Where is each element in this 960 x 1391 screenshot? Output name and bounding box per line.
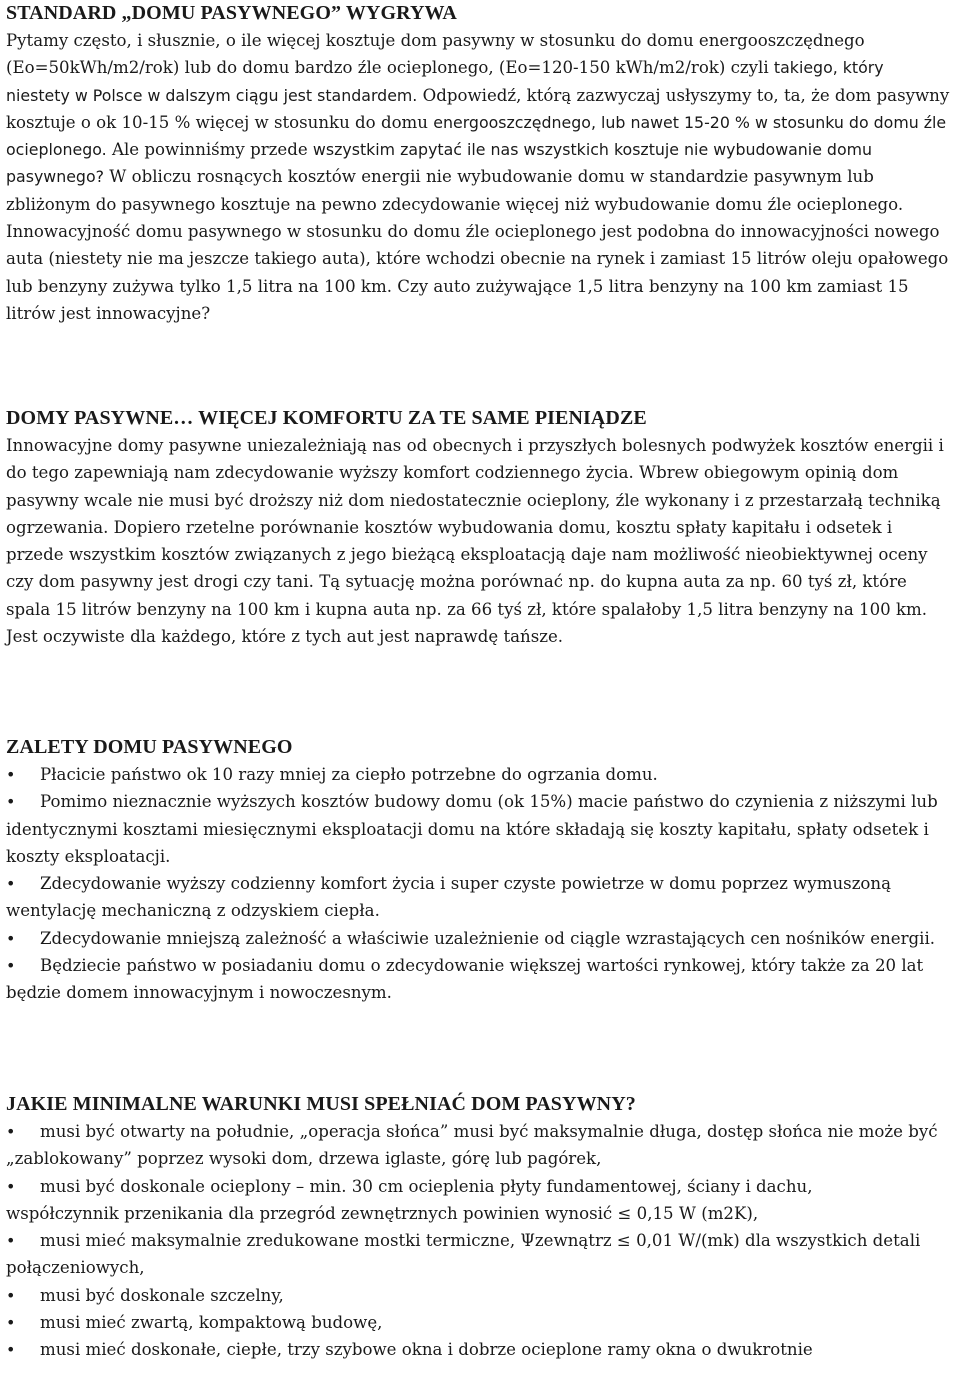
- list-item: [6, 1309, 952, 1336]
- list-item-text: Będziecie państwo w posiadaniu domu o zdecydowanie większej wartości rynkowej, który także za 20 lat będzie domem innowacyjnym i nowoczesnym.: [6, 956, 924, 1003]
- list-item-text: musi być doskonale ocieplony – min. 30 cm ocieplenia płyty fundamentowej, ściany i dachu, współczynnik przenikania dla przegród zewnętrznych powinien wynosić ≤ 0,15 W (m2K),: [6, 1176, 882, 1223]
- list-item-text: musi mieć zwartą, kompaktową budowę,: [40, 1313, 383, 1333]
- bullet-icon: •: [6, 1340, 16, 1360]
- text-run: energooszczędnego, lub nawet 15-20 % w stosunku do domu źle ocieplonego.: [6, 112, 947, 160]
- list-item: [6, 788, 952, 870]
- text-run: Ale powinniśmy przede: [106, 140, 313, 160]
- list-item-text: Zdecydowanie mniejszą zależność a właściwie uzależnienie od ciągle wzrastających cen nośników energii.: [40, 928, 936, 948]
- list-item-text: Płacicie państwo ok 10 razy mniej za ciepło potrzebne do ogrzania domu.: [40, 765, 658, 784]
- text-run: W obliczu rosnących kosztów energii nie wybudowanie domu w standardzie pasywnym lub zbliżonym do pasywnego kosztuje na pewno zdecydowanie więcej niż wybudowanie domu źle ocieplonego. Innowacyjność domu pasywnego w stosunku do domu źle ocieplonego jest podobna do innowacyjności nowego auta (niestety nie ma jeszcze takiego auta), które wchodzi obecnie na rynek i zamiast 15 litrów oleju opałowego lub benzyny zużywa tylko 1,5 litra na 100 km. Czy auto zużywające 1,5 litra benzyny na 100 km zamiast 15 litrów jest innowacyjne?: [6, 167, 949, 323]
- bullet-icon: •: [6, 874, 16, 894]
- section-title: ZALETY DOMU PASYWNEGO: [6, 736, 293, 758]
- list-item: [6, 1227, 952, 1282]
- list-item-text: Pomimo nieznacznie wyższych kosztów budowy domu (ok 15%) macie państwo do czynienia z niższymi lub identycznymi kosztami miesięcznymi eksploatacji domu na które składają się koszty kapitału, spłaty odsetek i koszty eksploatacji.: [6, 792, 938, 866]
- text-run: Pytamy często, i słusznie, o ile więcej kosztuje dom pasywny w stosunku do domu energooszczędnego (Eo=50kWh/m2/rok) lub do domu bardzo źle ocieplonego, (Eo=120-150 kWh/m2/rok) czyli: [6, 31, 865, 78]
- section-standard: [6, 0, 952, 327]
- bullet-icon: •: [6, 956, 16, 976]
- list-item-text: musi mieć maksymalnie zredukowane mostki termiczne, Ψzewnątrz ≤ 0,01 W/(mk) dla wszystkich detali połączeniowych,: [6, 1231, 921, 1278]
- list-item-text: Zdecydowanie wyższy codzienny komfort życia i super czyste powietrze w domu poprzez wymuszoną wentylację mechaniczną z odzyskiem ciepła.: [6, 874, 892, 921]
- list-item: [6, 761, 952, 788]
- section-title: JAKIE MINIMALNE WARUNKI MUSI SPEŁNIAĆ DOM PASYWNY?: [6, 1093, 636, 1115]
- bullet-icon: •: [6, 765, 16, 784]
- bullet-icon: •: [6, 928, 16, 948]
- list-item: [6, 925, 952, 952]
- list-item: [6, 1173, 952, 1228]
- bullet-icon: •: [6, 1313, 16, 1333]
- list-item-text: musi mieć doskonałe, ciepłe, trzy szybowe okna i dobrze ocieplone ramy okna o dwukrotnie: [40, 1340, 813, 1360]
- section-warunki: [6, 1091, 952, 1364]
- bullet-icon: •: [6, 1122, 16, 1141]
- text-run: Odpowiedź, którą zazwyczaj usłyszymy to, ta, że dom pasywny kosztuje o ok 10-15 % więcej w stosunku do domu: [6, 85, 950, 132]
- section-paragraph: [6, 27, 952, 327]
- section-zalety: [6, 734, 952, 1007]
- bullet-icon: •: [6, 1285, 16, 1305]
- bullet-icon: •: [6, 1231, 16, 1251]
- list-item: [6, 870, 952, 925]
- section-paragraph: Innowacyjne domy pasywne uniezależniają nas od obecnych i przyszłych bolesnych podwyżek kosztów energii i do tego zapewniają nam zdecydowanie wyższy komfort codziennego życia. Wbrew obiegowym opinią dom pasywny wcale nie musi być droższy niż dom niedostatecznie ocieplony, źle wykonany i z przestarzałą techniką ogrzewania. Dopiero rzetelne porównanie kosztów wybudowania domu, kosztu spłaty kapitału i odsetek i przede wszystkim kosztów związanych z jego bieżącą eksploatacją daje nam możliwość nieobiektywnej oceny czy dom pasywny jest drogi czy tani. Tą sytuację można porównać np. do kupna auta za np. 60 tyś zł, które spala 15 litrów benzyny na 100 km i kupna auta np. za 66 tyś zł, które spalałoby 1,5 litra benzyny na 100 km. Jest oczywiste dla każdego, które z tych aut jest naprawdę tańsze.: [6, 436, 944, 647]
- section-title: STANDARD „DOMU PASYWNEGO” WYGRYWA: [6, 2, 457, 24]
- section-title: DOMY PASYWNE… WIĘCEJ KOMFORTU ZA TE SAME PIENIĄDZE: [6, 407, 647, 429]
- bullet-icon: •: [6, 1176, 16, 1196]
- bullet-list: [6, 1118, 952, 1364]
- list-item: [6, 952, 952, 1007]
- bullet-list: [6, 761, 952, 1007]
- section-komfort: [6, 405, 952, 650]
- list-item: [6, 1118, 952, 1173]
- text-run: takiego, który niestety w Polsce w dalszym ciągu jest standardem.: [6, 58, 884, 105]
- list-item: [6, 1282, 952, 1309]
- list-item-text: musi być doskonale szczelny,: [40, 1285, 284, 1305]
- text-run: wszystkim zapytać ile nas wszystkich kosztuje nie wybudowanie domu pasywnego?: [6, 140, 873, 187]
- list-item-text: musi być otwarty na południe, „operacja słońca” musi być maksymalnie długa, dostęp słońca nie może być „zablokowany” poprzez wysoki dom, drzewa iglaste, górę lub pagórek,: [6, 1122, 938, 1169]
- bullet-icon: •: [6, 792, 16, 812]
- list-item: [6, 1336, 952, 1363]
